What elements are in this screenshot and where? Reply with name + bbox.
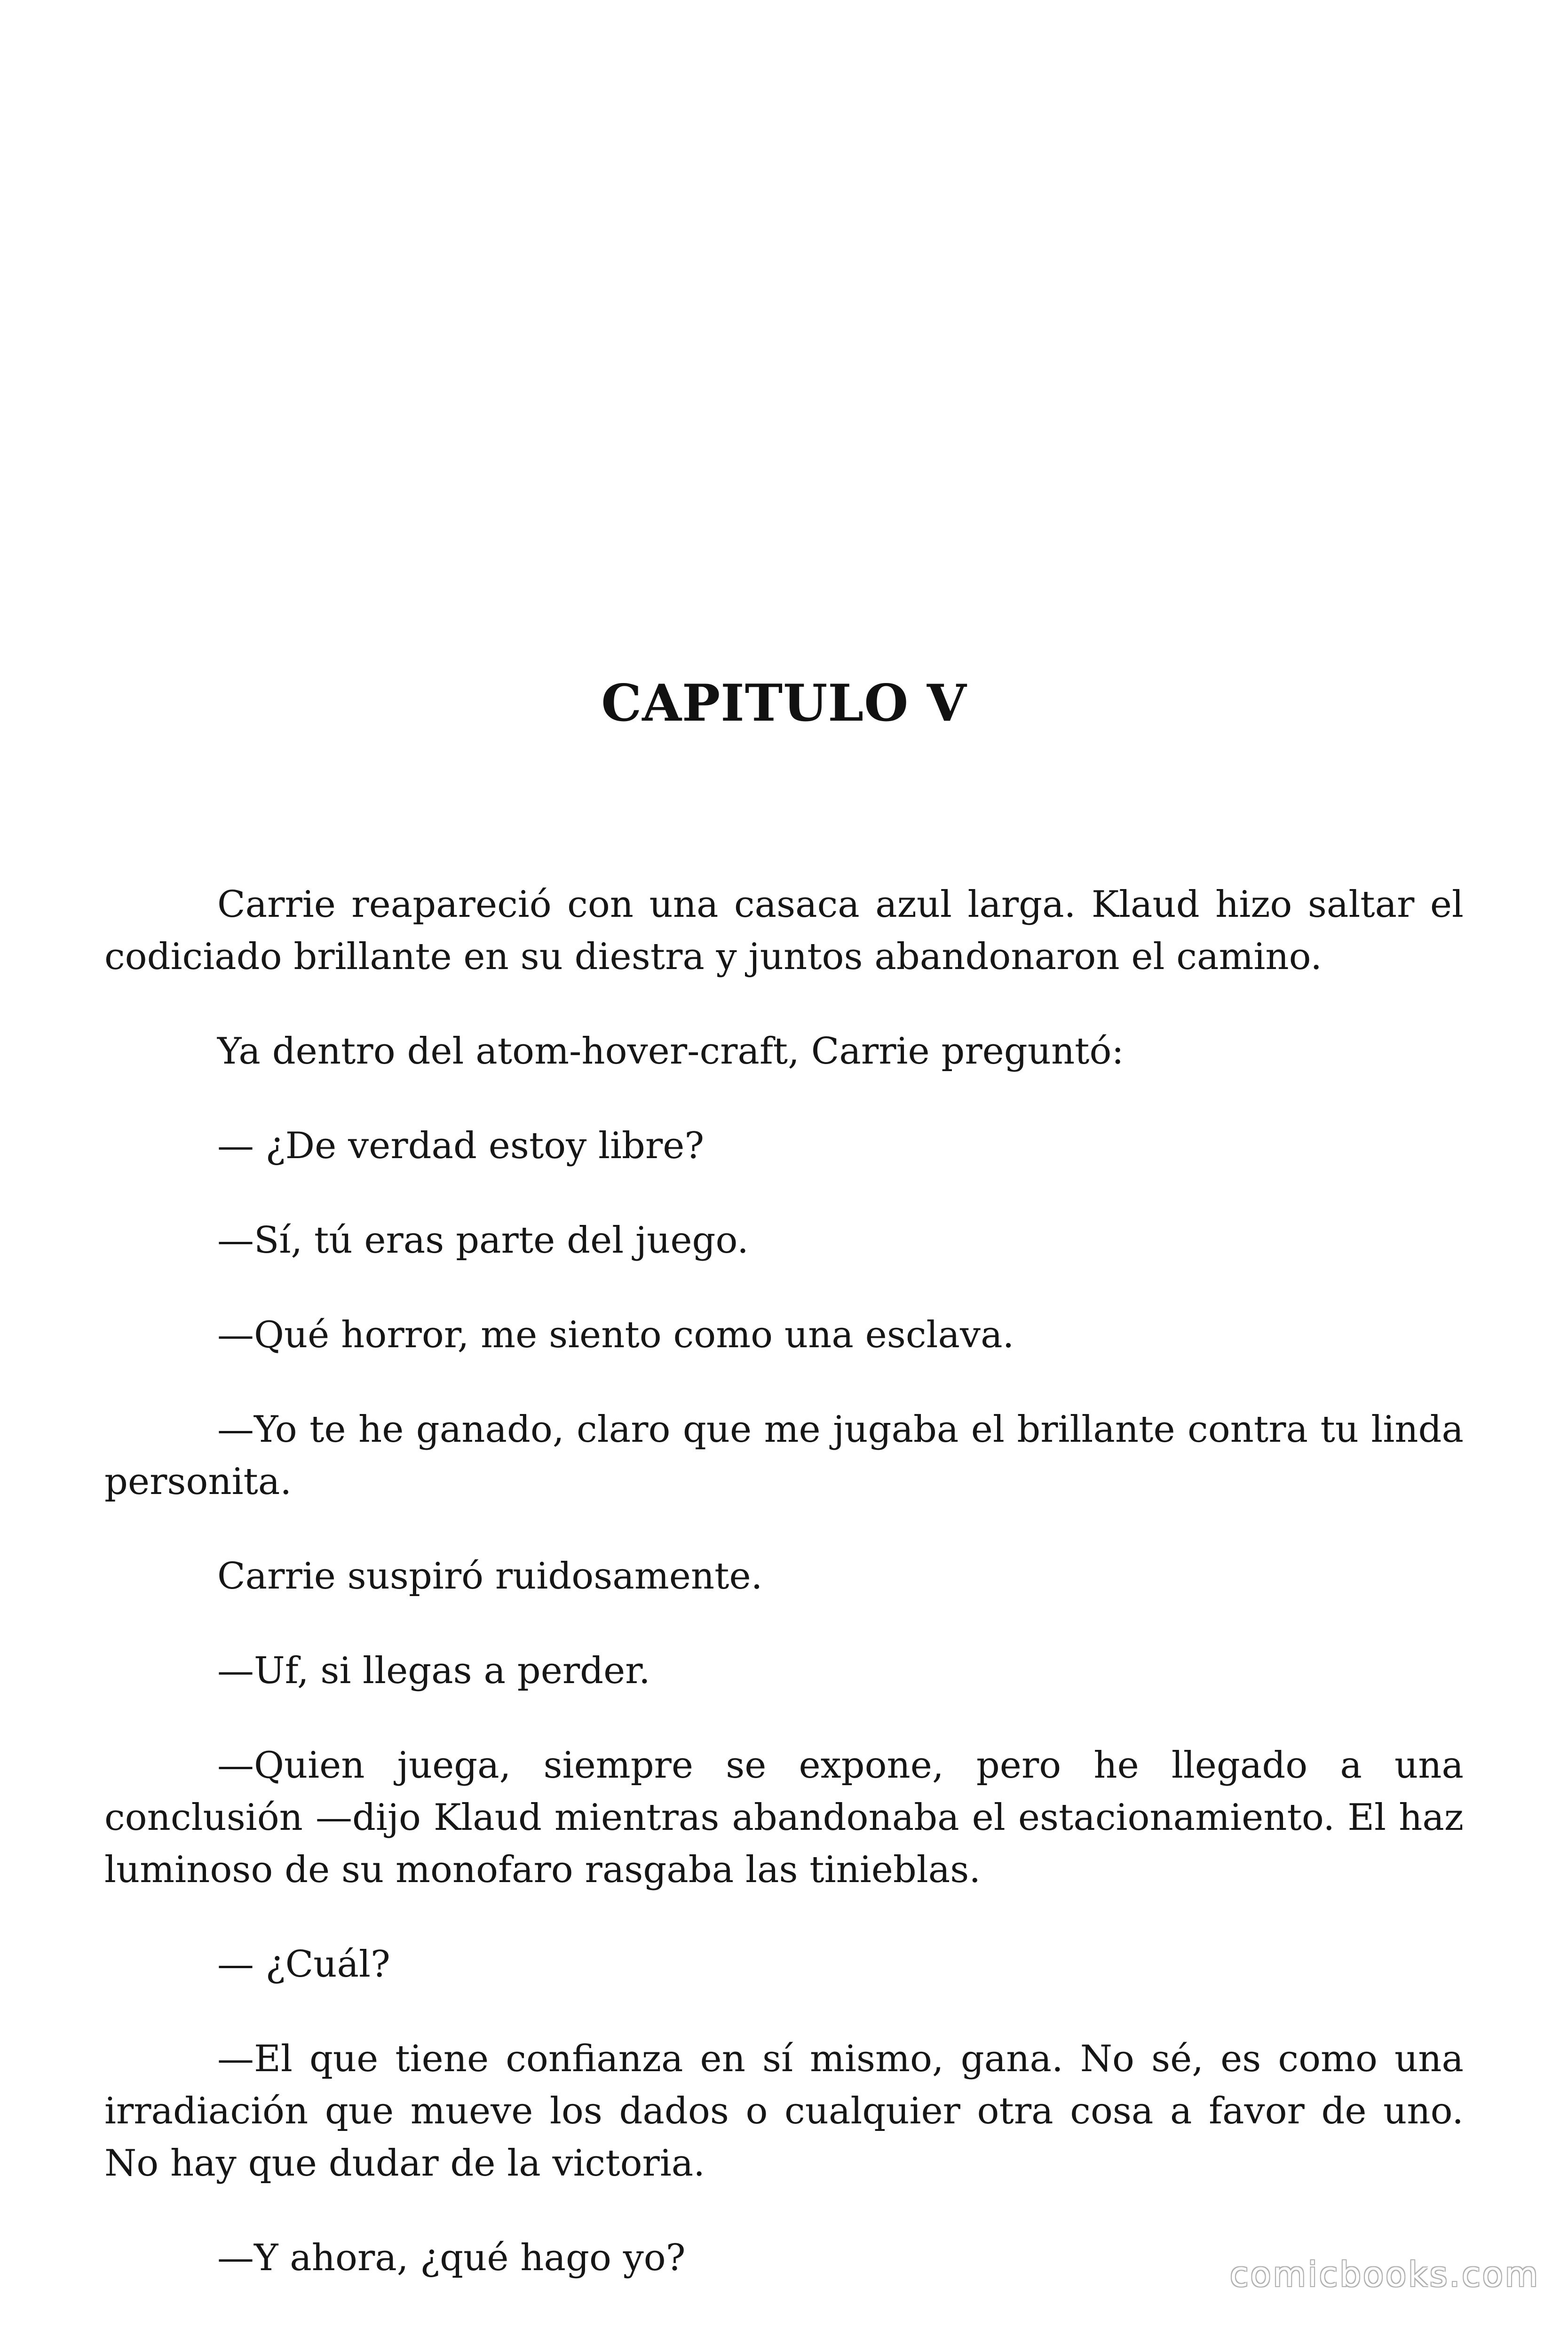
paragraph: —Y ahora, ¿qué hago yo? xyxy=(217,2237,686,2279)
chapter-title: CAPITULO V xyxy=(601,674,967,733)
paragraph: —El que tiene confianza en sí mismo, gana. No sé, es como una irradiación que mueve los dados o cualquier otra cosa a favor de uno. No hay que dudar de la victoria. xyxy=(104,2038,1464,2185)
paragraph: —Quien juega, siempre se expone, pero he llegado a una conclusión —dijo Klaud mientras abandonaba el estacionamiento. El haz luminoso de su monofaro rasgaba las tinieblas. xyxy=(104,1744,1464,1891)
paragraph: —Qué horror, me siento como una esclava. xyxy=(217,1314,1014,1356)
paragraph: —Sí, tú eras parte del juego. xyxy=(217,1219,749,1262)
paragraph: — ¿Cuál? xyxy=(217,1943,390,1986)
paragraph: —Yo te he ganado, claro que me jugaba el brillante contra tu linda personita. xyxy=(104,1408,1464,1503)
paragraph: Carrie suspiró ruidosamente. xyxy=(217,1555,763,1597)
paragraph: —Uf, si llegas a perder. xyxy=(217,1650,650,1692)
paragraph: Carrie reapareció con una casaca azul larga. Klaud hizo saltar el codiciado brillante en su diestra y juntos abandonaron el camino. xyxy=(104,883,1464,978)
site-watermark: comicbooks.com xyxy=(1229,2255,1540,2294)
paragraph: — ¿De verdad estoy libre? xyxy=(217,1125,705,1167)
chapter-body xyxy=(104,879,1464,2327)
paragraph: Ya dentro del atom-hover-craft, Carrie preguntó: xyxy=(217,1030,1124,1073)
